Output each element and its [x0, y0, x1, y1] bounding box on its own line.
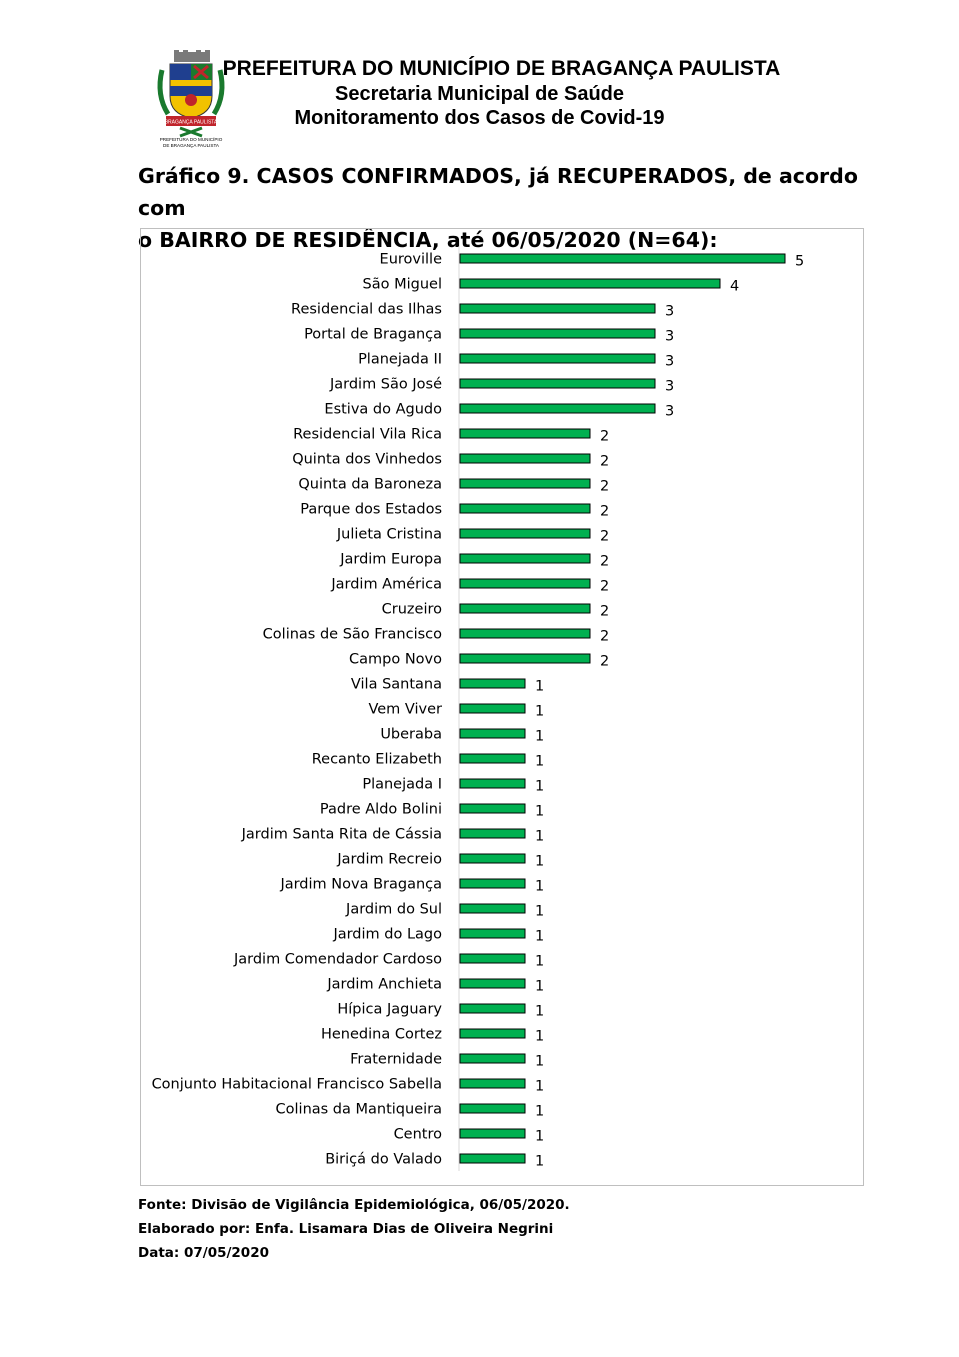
data-label: 1 — [535, 678, 545, 695]
data-label: 1 — [535, 828, 545, 845]
bar — [460, 454, 590, 463]
category-label: Julieta Cristina — [336, 526, 442, 543]
data-label: 2 — [600, 428, 610, 445]
bar — [460, 1129, 525, 1138]
data-label: 2 — [600, 503, 610, 520]
data-label: 1 — [535, 803, 545, 820]
data-label: 1 — [535, 978, 545, 995]
category-label: Colinas de São Francisco — [262, 626, 442, 643]
data-label: 2 — [600, 603, 610, 620]
document-footer — [138, 1193, 570, 1265]
bar — [460, 979, 525, 988]
data-label: 3 — [665, 403, 675, 420]
bar-chart — [141, 229, 865, 1187]
data-label: 1 — [535, 1053, 545, 1070]
data-label: 1 — [535, 1003, 545, 1020]
bar — [460, 279, 720, 288]
bar — [460, 929, 525, 938]
category-label: Henedina Cortez — [320, 1026, 442, 1043]
data-label: 4 — [730, 278, 740, 295]
category-label: Biriçá do Valado — [325, 1151, 442, 1168]
bar — [460, 329, 655, 338]
data-label: 1 — [535, 1028, 545, 1045]
bar — [460, 954, 525, 963]
data-label: 1 — [535, 703, 545, 720]
logo-caption-line1: PREFEITURA DO MUNICÍPIO — [159, 137, 223, 142]
bar — [460, 1004, 525, 1013]
data-label: 1 — [535, 753, 545, 770]
category-label: Uberaba — [380, 726, 442, 743]
category-label: Euroville — [379, 251, 442, 268]
data-label: 1 — [535, 1153, 545, 1170]
bar — [460, 629, 590, 638]
bar — [460, 704, 525, 713]
data-label: 1 — [535, 1128, 545, 1145]
footer-date: Data: 07/05/2020 — [138, 1245, 269, 1261]
data-label: 1 — [535, 728, 545, 745]
category-label: Fraternidade — [350, 1051, 442, 1068]
bar — [460, 729, 525, 738]
bar — [460, 754, 525, 763]
category-label: Jardim Anchieta — [327, 976, 442, 993]
data-label: 1 — [535, 853, 545, 870]
footer-author: Elaborado por: Enfa. Lisamara Dias de Oliveira Negrini — [138, 1221, 554, 1237]
data-label: 1 — [535, 928, 545, 945]
category-label: Portal de Bragança — [304, 326, 442, 343]
bar — [460, 1079, 525, 1088]
bar — [460, 304, 655, 313]
category-label: Residencial das Ilhas — [291, 301, 442, 318]
data-label: 3 — [665, 378, 675, 395]
bar — [460, 854, 525, 863]
bar — [460, 529, 590, 538]
category-label: Planejada I — [362, 776, 442, 793]
bar — [460, 1154, 525, 1163]
header-municipality: PREFEITURA DO MUNICÍPIO DE BRAGANÇA PAULISTA — [222, 57, 781, 80]
data-label: 5 — [795, 253, 805, 270]
data-label: 3 — [665, 353, 675, 370]
header-department: Secretaria Municipal de Saúde — [335, 83, 624, 105]
data-label: 2 — [600, 528, 610, 545]
bar — [460, 379, 655, 388]
data-label: 1 — [535, 778, 545, 795]
category-label: Parque dos Estados — [300, 501, 442, 518]
bar — [460, 504, 590, 513]
category-label: Jardim Santa Rita de Cássia — [241, 826, 442, 843]
data-label: 2 — [600, 453, 610, 470]
bar — [460, 904, 525, 913]
category-label: Residencial Vila Rica — [293, 426, 442, 443]
category-label: Vem Viver — [368, 701, 442, 718]
bar — [460, 354, 655, 363]
bar — [460, 654, 590, 663]
category-label: São Miguel — [362, 276, 442, 293]
category-label: Quinta da Baroneza — [298, 476, 442, 493]
category-label: Jardim Recreio — [337, 851, 442, 868]
category-label: Padre Aldo Bolini — [319, 801, 442, 818]
data-label: 2 — [600, 478, 610, 495]
bar — [460, 429, 590, 438]
category-label: Colinas da Mantiqueira — [275, 1101, 442, 1118]
data-label: 1 — [535, 1078, 545, 1095]
category-label: Jardim América — [331, 576, 442, 593]
data-label: 2 — [600, 628, 610, 645]
bar — [460, 254, 785, 263]
category-label: Planejada II — [358, 351, 442, 368]
data-label: 2 — [600, 653, 610, 670]
category-label: Jardim Europa — [340, 551, 442, 568]
category-label: Jardim São José — [329, 376, 442, 393]
category-label: Vila Santana — [350, 676, 442, 693]
bar — [460, 554, 590, 563]
category-label: Jardim Comendador Cardoso — [233, 951, 442, 968]
bar — [460, 679, 525, 688]
bar — [460, 404, 655, 413]
category-label: Cruzeiro — [381, 601, 442, 618]
bar — [460, 1104, 525, 1113]
logo-caption-line2: DE BRAGANÇA PAULISTA — [163, 143, 219, 148]
category-label: Campo Novo — [349, 651, 442, 668]
data-label: 2 — [600, 553, 610, 570]
category-label: Jardim do Lago — [333, 926, 442, 943]
data-label: 1 — [535, 878, 545, 895]
category-label: Recanto Elizabeth — [311, 751, 442, 768]
data-label: 2 — [600, 578, 610, 595]
footer-source: Fonte: Divisão de Vigilância Epidemiológica, 06/05/2020. — [138, 1197, 570, 1213]
category-label: Centro — [393, 1126, 442, 1143]
bar — [460, 1054, 525, 1063]
category-label: Estiva do Agudo — [324, 401, 442, 418]
bar — [460, 879, 525, 888]
bar — [460, 829, 525, 838]
chart-title-line1: Gráfico 9. CASOS CONFIRMADOS, já RECUPERADOS, de acordo com — [138, 164, 858, 220]
category-label: Conjunto Habitacional Francisco Sabella — [151, 1076, 442, 1093]
data-label: 1 — [535, 1103, 545, 1120]
bar — [460, 1029, 525, 1038]
data-label: 1 — [535, 953, 545, 970]
header-subject: Monitoramento dos Casos de Covid-19 — [294, 107, 665, 129]
data-label: 3 — [665, 328, 675, 345]
category-label: Hípica Jaguary — [337, 1001, 442, 1018]
category-label: Jardim do Sul — [346, 901, 442, 918]
data-label: 1 — [535, 903, 545, 920]
category-label: Jardim Nova Bragança — [280, 876, 442, 893]
document-header — [0, 56, 959, 130]
chart-frame — [140, 228, 864, 1186]
category-label: Quinta dos Vinhedos — [292, 451, 442, 468]
bar — [460, 804, 525, 813]
bar — [460, 579, 590, 588]
bar — [460, 479, 590, 488]
logo-banner-text: BRAGANÇA PAULISTA — [164, 119, 218, 126]
bar — [460, 779, 525, 788]
chart-title-line2: o BAIRRO DE RESIDÊNCIA, até 06/05/2020 (N=64): — [138, 228, 718, 252]
bar — [460, 604, 590, 613]
data-label: 3 — [665, 303, 675, 320]
